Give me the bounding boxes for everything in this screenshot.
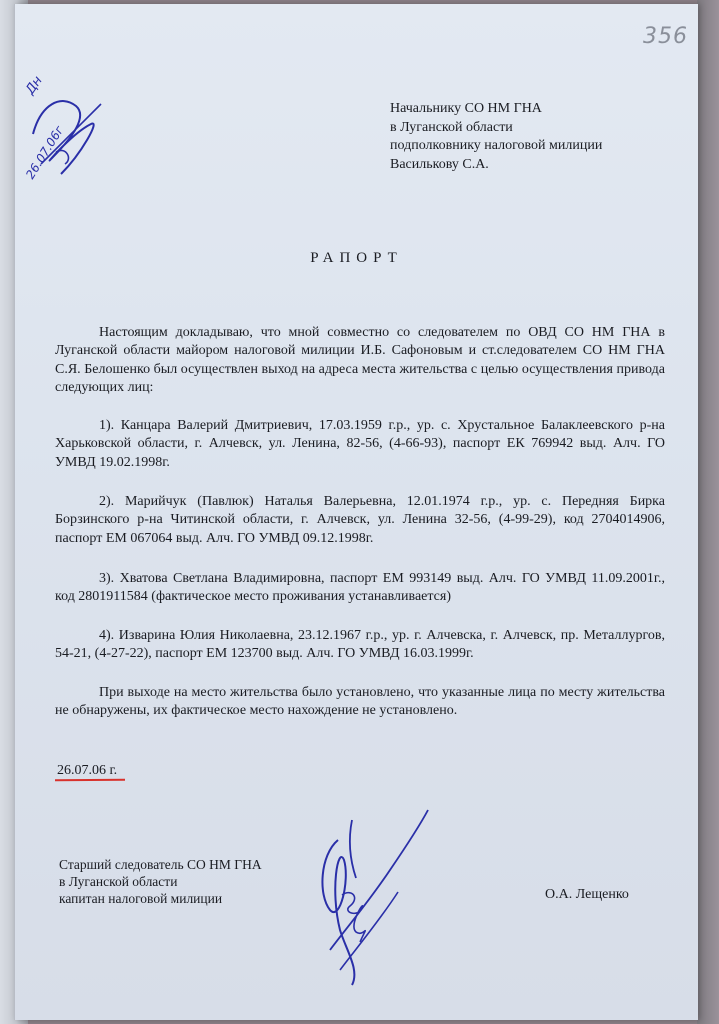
person-entry-4: 4). Изварина Юлия Николаевна, 23.12.1967 г.р., ур. г. Алчевска, г. Алчевск, пр. Металлургов, 54-21, (4-27-22), паспорт ЕМ 123700 выд. Алч. ГО УМВД 16.03.1999г.: [55, 628, 665, 662]
person-entry-3: 3). Хватова Светлана Владимировна, паспорт ЕМ 993149 выд. Алч. ГО УМВД 11.09.2001г., код 2801911584 (фактическое место проживания устанавливается): [55, 571, 665, 605]
resolution-note: [21, 64, 121, 224]
signer-name: О.А. Лещенко: [545, 887, 629, 902]
signature-position-line: капитан налоговой милиции: [59, 891, 223, 906]
conclusion-paragraph: При выходе на место жительства было установлено, что указанные лица по месту жительства не обнаружены, их фактическое место нахождение не установлено.: [55, 685, 665, 719]
resolution-date: 26.07.06г: [23, 123, 67, 182]
document-page: [14, 4, 698, 1020]
person-entry-2: 2). Марийчук (Павлюк) Наталья Валерьевна, 12.01.1974 г.р., ур. с. Передняя Бирка Борзинского р-на Читинской области, г. Алчевск, ул. Ленина 32-56, (4-99-29), код 2704014906, паспорт ЕМ 067064 выд. Алч. ГО УМВД 09.12.1998г.: [55, 494, 665, 546]
addressee-line: в Луганской области: [390, 119, 513, 135]
document-title: РАПОРТ: [310, 250, 403, 266]
page-stack-edge: [697, 0, 719, 1024]
addressee-line: Начальнику СО НМ ГНА: [390, 101, 542, 116]
signature-position-line: в Луганской области: [59, 874, 178, 889]
page-number: 356: [643, 24, 688, 49]
person-entry-1: 1). Канцара Валерий Дмитриевич, 17.03.1959 г.р., ур. с. Хрустальное Балаклеевского р-на Харьковской области, г. Алчевск, ул. Ленина, 82-56, (4-66-93), паспорт ЕК 769942 выд. Алч. ГО УМВД 19.02.1998г.: [55, 418, 665, 470]
addressee-line: Василькову С.А.: [390, 156, 489, 172]
handwritten-signature-icon: [300, 800, 440, 1000]
resolution-mark: Дн: [22, 73, 46, 98]
intro-paragraph: Настоящим докладываю, что мной совместно со следователем по ОВД СО НМ ГНА в Луганской области майором налоговой милиции И.Б. Сафоновым и ст.следователем СО НМ ГНА С.Я. Белошенко был осуществлен выход на адреса места жительства с целью осуществления привода следующих лиц:: [55, 325, 665, 395]
date-red-underline: [55, 779, 125, 782]
signature-position-line: Старший следователь СО НМ ГНА: [59, 857, 262, 872]
addressee-block: [390, 100, 602, 174]
addressee-line: подполковнику налоговой милиции: [390, 138, 603, 153]
report-date: 26.07.06 г.: [57, 763, 118, 778]
signature-block: [59, 856, 262, 907]
